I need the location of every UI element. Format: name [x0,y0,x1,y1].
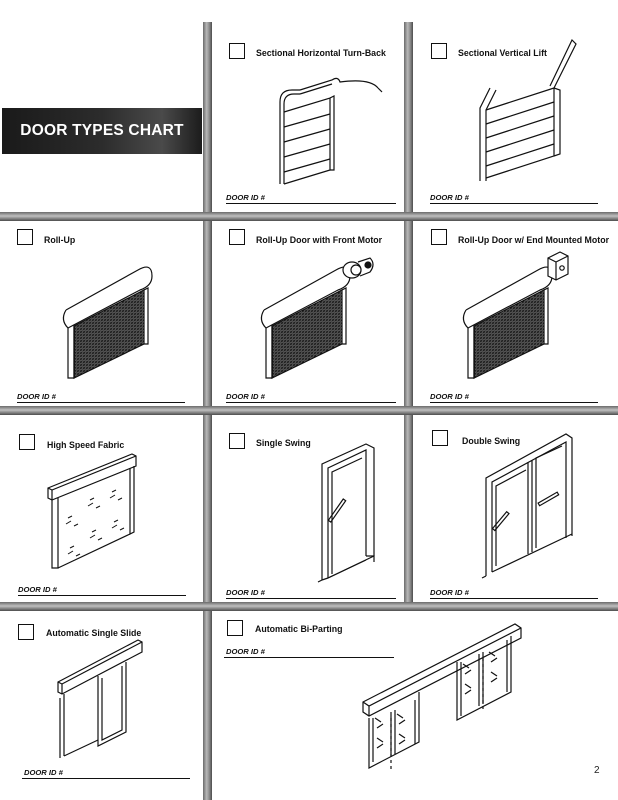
door-id-label: DOOR ID # [24,768,63,777]
door-checkbox[interactable] [431,43,447,59]
page-title: DOOR TYPES CHART [2,108,202,154]
door-illustration-sectional-vertical [470,36,582,186]
door-checkbox[interactable] [18,624,34,640]
grid-divider-row3 [0,602,618,611]
door-checkbox[interactable] [17,229,33,245]
door-id-label: DOOR ID # [226,193,265,202]
door-id-line [226,203,396,204]
door-id-line [430,598,598,599]
door-id-line [22,778,190,779]
door-id-line [17,402,185,403]
grid-divider-row1 [0,212,618,221]
door-illustration-double-swing [482,430,577,580]
door-checkbox[interactable] [229,433,245,449]
door-id-label: DOOR ID # [17,392,56,401]
door-checkbox[interactable] [229,229,245,245]
door-checkbox[interactable] [19,434,35,450]
door-id-line [18,595,186,596]
door-id-label: DOOR ID # [226,647,265,656]
door-illustration-roll-up-end-motor [460,248,572,383]
door-label: Roll-Up Door w/ End Mounted Motor [458,235,609,245]
grid-divider-row2 [0,406,618,415]
door-label: Sectional Vertical Lift [458,48,547,58]
door-id-label: DOOR ID # [430,588,469,597]
door-illustration-high-speed-fabric [44,452,144,572]
door-label: Roll-Up [44,235,76,245]
door-id-label: DOOR ID # [18,585,57,594]
door-label: High Speed Fabric [47,440,125,450]
door-illustration-roll-up [60,248,160,383]
door-label: Double Swing [462,436,521,446]
door-id-line [226,402,396,403]
grid-divider-vertical-right [404,22,413,608]
door-label: Sectional Horizontal Turn-Back [256,48,386,58]
door-id-label: DOOR ID # [430,392,469,401]
door-id-label: DOOR ID # [430,193,469,202]
door-checkbox[interactable] [431,229,447,245]
door-illustration-sectional-horizontal [270,62,390,192]
door-label: Roll-Up Door with Front Motor [256,235,383,245]
door-label: Single Swing [256,438,311,448]
door-id-label: DOOR ID # [226,588,265,597]
door-label: Automatic Bi-Parting [255,624,343,634]
door-illustration-roll-up-front-motor [258,248,378,383]
door-illustration-automatic-single-slide [54,638,149,763]
page-number: 2 [594,765,600,776]
door-label: Automatic Single Slide [46,628,142,638]
door-id-line [226,598,396,599]
door-illustration-single-swing [316,440,386,585]
door-id-label: DOOR ID # [226,392,265,401]
door-checkbox[interactable] [229,43,245,59]
door-checkbox[interactable] [227,620,243,636]
door-illustration-automatic-bi-parting [355,622,525,772]
door-checkbox[interactable] [432,430,448,446]
door-id-line [430,402,598,403]
door-id-line [430,203,598,204]
